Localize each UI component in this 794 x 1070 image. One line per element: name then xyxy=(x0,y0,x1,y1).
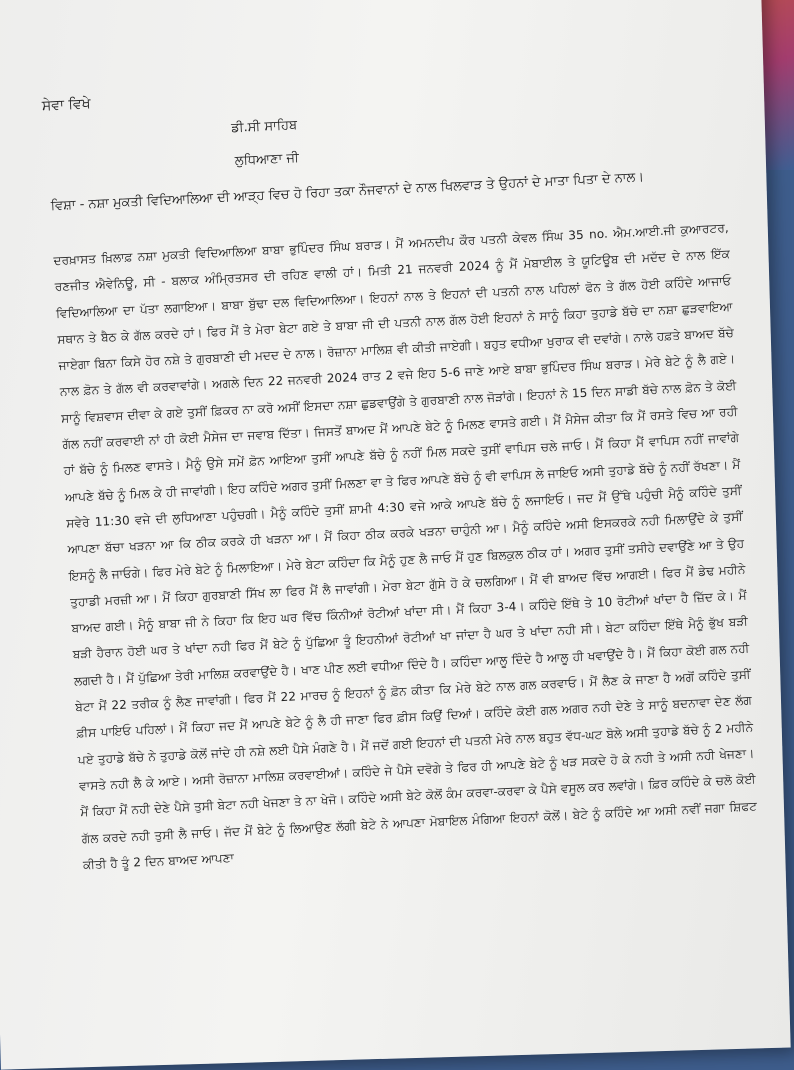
letter-recipient: ਡੀ.ਸੀ ਸਾਹਿਬ xyxy=(230,117,298,136)
letter-city: ਲੁਧਿਆਣਾ ਜੀ xyxy=(234,150,300,169)
letter-body: ਦਰਖ਼ਾਸਤ ਖ਼ਿਲਾਫ਼ ਨਸ਼ਾ ਮੁਕਤੀ ਵਿਦਿਆਲਿਆ ਬਾਬਾ ਭੁਪਿੰਦਰ ਸਿੰਘ ਬਰਾੜ। ਮੈਂ ਅਮਨਦੀਪ ਕੌਰ ਪਤਨੀ ਕੇਵਲ ਸਿੰਘ 35 no. ਐਮ.ਆਈ.ਜੀ ਕੁਆਰਟਰ, ਰਣਜੀਤ ਐਵੇਨਿਊ, ਸੀ - ਬਲਾਕ ਅੰਮ੍ਰਿਤਸਰ ਦੀ ਰਹਿਣ ਵਾਲੀ ਹਾਂ। ਮਿਤੀ 21 ਜਨਵਰੀ 2024 ਨੂੰ ਮੈਂ ਮੋਬਾਈਲ ਤੇ ਯੂਟਿਊਬ ਦੀ ਮਦੱਦ ਦੇ ਨਾਲ ਇੱਕ ਵਿਦਿਆਲਿਆ ਦਾ ਪੱਤਾ ਲਗਾਇਆ। ਬਾਬਾ ਬੁੱਢਾ ਦਲ ਵਿਦਿਆਲਿਆ। ਇਹਨਾਂ ਨਾਲ ਤੇ ਇਹਨਾਂ ਦੀ ਪਤਨੀ ਨਾਲ ਪਹਿਲਾਂ ਫੋਨ ਤੇ ਗੱਲ ਹੋਈ ਕਹਿੰਦੇ ਆਜਾਓ ਸਥਾਨ ਤੇ ਬੈਠ ਕੇ ਗੱਲ ਕਰਦੇ ਹਾਂ। ਫਿਰ ਮੈਂ ਤੇ ਮੇਰਾ ਬੇਟਾ ਗਏ ਤੇ ਬਾਬਾ ਜੀ ਦੀ ਪਤਨੀ ਨਾਲ ਗੱਲ ਹੋਈ ਇਹਨਾਂ ਨੇ ਸਾਨੂੰ ਕਿਹਾ ਤੁਹਾਡੇ ਬੱਚੇ ਦਾ ਨਸ਼ਾ ਛੁੜਵਾਇਆ ਜਾਏਗਾ ਬਿਨਾ ਕਿਸੇ ਹੋਰ ਨਸ਼ੇ ਤੇ ਗੁਰਬਾਣੀ ਦੀ ਮਦਦ ਦੇ ਨਾਲ। ਰੋਜ਼ਾਨਾ ਮਾਲਿਸ਼ ਵੀ ਕੀਤੀ ਜਾਏਗੀ। ਬਹੁਤ ਵਧੀਆ ਖੁਰਾਕ ਵੀ ਦਵਾਂਗੇ। ਨਾਲੇ ਹਫ਼ਤੇ ਬਾਅਦ ਬੱਚੇ ਨਾਲ ਫ਼ੋਨ ਤੇ ਗੱਲ ਵੀ ਕਰਵਾਵਾਂਗੇ। ਅਗਲੇ ਦਿਨ 22 ਜਨਵਰੀ 2024 ਰਾਤ 2 ਵਜੇ ਇਹ 5-6 ਜਾਣੇ ਆਏ ਬਾਬਾ ਭੁਪਿੰਦਰ ਸਿੰਘ ਬਰਾੜ। ਮੇਰੇ ਬੇਟੇ ਨੂੰ ਲੈ ਗਏ। ਸਾਨੂੰ ਵਿਸ਼ਵਾਸ ਦੀਵਾ ਕੇ ਗਏ ਤੁਸੀਂ ਫ਼ਿਕਰ ਨਾ ਕਰੋ ਅਸੀਂ ਇਸਦਾ ਨਸ਼ਾ ਛੁਡਵਾਉਂਗੇ ਤੇ ਗੁਰਬਾਣੀ ਨਾਲ ਜੋੜਾਂਗੇ। ਇਹਨਾਂ ਨੇ 15 ਦਿਨ ਸਾਡੀ ਬੱਚੇ ਨਾਲ ਫ਼ੋਨ ਤੇ ਕੋਈ ਗੱਲ ਨਹੀਂ ਕਰਵਾਈ ਨਾਂ ਹੀ ਕੋਈ ਮੈਸੇਜ ਦਾ ਜਵਾਬ ਦਿੱਤਾ। ਜਿਸਤੋਂ ਬਾਅਦ ਮੈਂ ਆਪਣੇ ਬੇਟੇ ਨੂੰ ਮਿਲਣ ਵਾਸਤੇ ਗਈ। ਮੈਂ ਮੈਸੇਜ ਕੀਤਾ ਕਿ ਮੈਂ ਰਸਤੇ ਵਿਚ ਆ ਰਹੀ ਹਾਂ ਬੱਚੇ ਨੂੰ ਮਿਲਣ ਵਾਸਤੇ। ਮੈਨੂੰ ਉਸੇ ਸਮੇਂ ਫ਼ੋਨ ਆਇਆ ਤੁਸੀਂ ਆਪਣੇ ਬੱਚੇ ਨੂੰ ਨਹੀਂ ਮਿਲ ਸਕਦੇ ਤੁਸੀਂ ਵਾਪਿਸ ਚਲੇ ਜਾਓ। ਮੈਂ ਕਿਹਾ ਮੈਂ ਵਾਪਿਸ ਨਹੀਂ ਜਾਵਾਂਗੇ ਆਪਣੇ ਬੱਚੇ ਨੂੰ ਮਿਲ ਕੇ ਹੀ ਜਾਵਾਂਗੀ। ਇਹ ਕਹਿੰਦੇ ਅਗਰ ਤੁਸੀਂ ਮਿਲਣਾ ਵਾ ਤੇ ਫਿਰ ਆਪਣੇ ਬੱਚੇ ਨੂੰ ਵੀ ਵਾਪਿਸ ਲੇ ਜਾਇਓ ਅਸੀ ਤੁਹਾਡੇ ਬੱਚੇ ਨੂੰ ਨਹੀਂ ਰੱਖਣਾ। ਮੈਂ ਸਵੇਰੇ 11:30 ਵਜੇ ਦੀ ਲੁਧਿਆਣਾ ਪਹੁੰਚਗੀ। ਮੈਨੂੰ ਕਹਿੰਦੇ ਤੁਸੀਂ ਸ਼ਾਮੀ 4:30 ਵਜੇ ਆਕੇ ਆਪਣੇ ਬੱਚੇ ਨੂੰ ਲਜਾਇਓ। ਜਦ ਮੈਂ ਉੱਥੇ ਪਹੁੰਚੀ ਮੈਨੂੰ ਕਹਿੰਦੇ ਤੁਸੀਂ ਆਪਣਾ ਬੱਚਾ ਖੜਨਾ ਆ ਕਿ ਠੀਕ ਕਰਕੇ ਹੀ ਖੜਨਾ ਆ। ਮੈਂ ਕਿਹਾ ਠੀਕ ਕਰਕੇ ਖੜਨਾ ਚਾਹੁੰਨੀ ਆ। ਮੈਨੂੰ ਕਹਿੰਦੇ ਅਸੀ ਇਸਕਰਕੇ ਨਹੀ ਮਿਲਾਉਂਦੇ ਕੇ ਤੁਸੀਂ ਇਸਨੂੰ ਲੈ ਜਾਓਗੇ। ਫਿਰ ਮੇਰੇ ਬੇਟੇ ਨੂੰ ਮਿਲਾਇਆ। ਮੇਰੇ ਬੇਟਾ ਕਹਿੰਦਾ ਕਿ ਮੈਨੂੰ ਹੁਣ ਲੈ ਜਾਓ ਮੈਂ ਹੁਣ ਬਿਲਕੁਲ ਠੀਕ ਹਾਂ। ਅਗਰ ਤੁਸੀਂ ਤਸੀਹੇ ਦਵਾਉਂਣੇ ਆ ਤੇ ਉਹ ਤੁਹਾਡੀ ਮਰਜ਼ੀ ਆ। ਮੈਂ ਕਿਹਾ ਗੁਰਬਾਣੀ ਸਿੱਖ ਲਾ ਫਿਰ ਮੈਂ ਲੈ ਜਾਵਾਂਗੀ। ਮੇਰਾ ਬੇਟਾ ਗੁੱਸੇ ਹੋ ਕੇ ਚਲਗਿਆ। ਮੈਂ ਵੀ ਬਾਅਦ ਵਿੱਚ ਆਗਈ। ਫਿਰ ਮੈਂ ਡੇਢ ਮਹੀਨੇ ਬਾਅਦ ਗਈ। ਮੈਨੂੰ ਬਾਬਾ ਜੀ ਨੇ ਕਿਹਾ ਕਿ ਇਹ ਘਰ ਵਿੱਚ ਕਿੰਨੀਆਂ ਰੋਟੀਆਂ ਖਾਂਦਾ ਸੀ। ਮੈਂ ਕਿਹਾ 3-4। ਕਹਿੰਦੇ ਇੱਥੇ ਤੇ 10 ਰੋਟੀਆਂ ਖਾਂਦਾ ਹੈ ਜ਼ਿੱਦ ਕੇ। ਮੈਂ ਬੜੀ ਹੈਰਾਨ ਹੋਈ ਘਰ ਤੇ ਖਾਂਦਾ ਨਹੀ ਫਿਰ ਮੈਂ ਬੇਟੇ ਨੂੰ ਪੁੱਛਿਆ ਤੂੰ ਇਹਨੀਆਂ ਰੋਟੀਆਂ ਖਾ ਜਾਂਦਾ ਹੈ ਘਰ ਤੇ ਖਾਂਦਾ ਨਹੀ ਸੀ। ਬੇਟਾ ਕਹਿੰਦਾ ਇੱਥੇ ਮੈਨੂੰ ਭੁੱਖ ਬੜੀ ਲਗਦੀ ਹੈ। ਮੈਂ ਪੁੱਛਿਆ ਤੇਰੀ ਮਾਲਿਸ਼ ਕਰਵਾਉਂਦੇ ਹੈ। ਖਾਣ ਪੀਣ ਲਈ ਵਧੀਆ ਦਿੰਦੇ ਹੈ। ਕਹਿੰਦਾ ਆਲੂ ਦਿੰਦੇ ਹੈ ਆਲੂ ਹੀ ਖਵਾਉਂਦੇ ਹੈ। ਮੈਂ ਕਿਹਾ ਕੋਈ ਗਲ ਨਹੀ ਬੇਟਾ ਮੈਂ 22 ਤਰੀਕ ਨੂੰ ਲੈਣ ਜਾਵਾਂਗੀ। ਫਿਰ ਮੈਂ 22 ਮਾਰਚ ਨੂੰ ਇਹਨਾਂ ਨੂੰ ਫ਼ੋਨ ਕੀਤਾ ਕਿ ਮੇਰੇ ਬੇਟੇ ਨਾਲ ਗਲ ਕਰਵਾਓ। ਮੈਂ ਲੈਣ ਕੇ ਜਾਣਾ ਹੈ ਅਗੋਂ ਕਹਿੰਦੇ ਤੁਸੀਂ ਫ਼ੀਸ ਪਾਇਓ ਪਹਿਲਾਂ। ਮੈਂ ਕਿਹਾ ਜਦ ਮੈਂ ਆਪਣੇ ਬੇਟੇ ਨੂੰ ਲੈ ਹੀ ਜਾਣਾ ਫਿਰ ਫ਼ੀਸ ਕਿਉਂ ਦਿਆਂ। ਕਹਿੰਦੇ ਕੋਈ ਗਲ ਅਗਰ ਨਹੀ ਦੇਣੇ ਤੇ ਸਾਨੂੰ ਬਦਨਾਵਾ ਦੇਣ ਲੱਗ ਪਏ ਤੁਹਾਡੇ ਬੱਚੇ ਨੇ ਤੁਹਾਡੇ ਕੋਲੋਂ ਜਾਂਦੇ ਹੀ ਨਸ਼ੇ ਲਈ ਪੈਸੇ ਮੰਗਣੇ ਹੈ। ਮੈਂ ਜਦੋਂ ਗਈ ਇਹਨਾਂ ਦੀ ਪਤਨੀ ਮੇਰੇ ਨਾਲ ਬਹੁਤ ਵੱਧ-ਘਟ ਬੋਲੇ ਅਸੀ ਤੁਹਾਡੇ ਬੱਚੇ ਨੂੰ 2 ਮਹੀਨੇ ਵਾਸਤੇ ਨਹੀ ਲੈ ਕੇ ਆਏ। ਅਸੀ ਰੋਜ਼ਾਨਾ ਮਾਲਿਸ਼ ਕਰਵਾਈਆਂ। ਕਹਿੰਦੇ ਜੇ ਪੈਸੇ ਦਵੋਗੇ ਤੇ ਫਿਰ ਹੀ ਆਪਣੇ ਬੇਟੇ ਨੂੰ ਖੜ ਸਕਦੇ ਹੋ ਕੇ ਨਹੀ ਤੇ ਅਸੀ ਨਹੀ ਖੇਜਣਾ। ਮੈਂ ਕਿਹਾ ਮੈਂ ਨਹੀ ਦੇਣੇ ਪੈਸੇ ਤੁਸੀ ਬੇਟਾ ਨਹੀ ਖੇਜਣਾ ਤੇ ਨਾ ਖੇਜੋ। ਕਹਿੰਦੇ ਅਸੀ ਬੇਟੇ ਕੋਲੋਂ ਕੰਮ ਕਰਵਾ-ਕਰਵਾ ਕੇ ਪੈਸੇ ਵਸੂਲ ਕਰ ਲਵਾਂਗੇ। ਫ਼ਿਰ ਕਹਿੰਦੇ ਕੇ ਚਲੋ ਕੋਈ ਗੱਲ ਕਰਦੇ ਨਹੀ ਤੁਸੀ ਲੈ ਜਾਓ। ਜੱਦ ਮੈਂ ਬੇਟੇ ਨੂੰ ਲਿਆਉਣ ਲੱਗੀ ਬੇਟੇ ਨੇ ਆਪਣਾ ਮੋਬਾਇਲ ਮੰਗਿਆ ਇਹਨਾਂ ਕੋਲੋਂ। ਬੇਟੇ ਨੂੰ ਕਹਿੰਦੇ ਆ ਅਸੀ ਨਵੀਂ ਜਗਾ ਸ਼ਿਫਟ ਕੀਤੀ ਹੈ ਤੂੰ 2 ਦਿਨ ਬਾਅਦ ਆਪਣਾ xyxy=(53,220,758,872)
letter-subject: ਵਿਸ਼ਾ - ਨਸ਼ਾ ਮੁਕਤੀ ਵਿਦਿਆਲਿਆ ਦੀ ਆੜ੍ਹ ਵਿਚ ਹੋ ਰਿਹਾ ਤਕਾ ਨੌਜਵਾਨਾਂ ਦੇ ਨਾਲ ਖਿਲਵਾੜ ਤੇ ਉਹਨਾਂ ਦੇ ਮਾਤਾ ਪਿਤਾ ਦੇ ਨਾਲ। xyxy=(50,169,645,214)
letter-content xyxy=(42,0,766,1007)
letter-salutation: ਸੇਵਾ ਵਿਖੇ xyxy=(41,95,91,115)
